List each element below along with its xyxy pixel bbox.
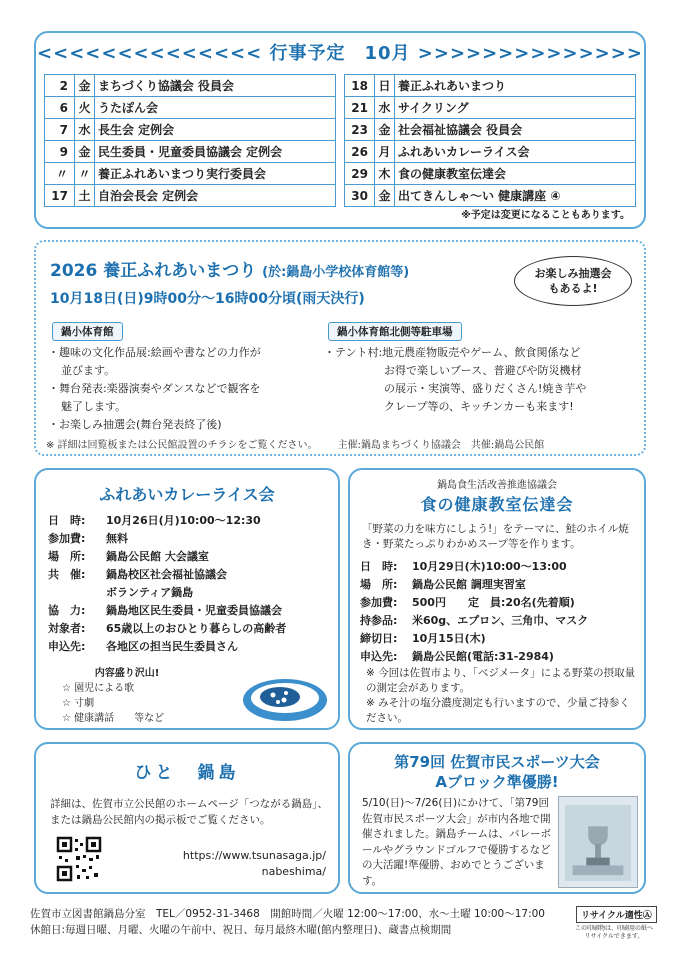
food-class-panel — [348, 468, 646, 730]
schedule-weekday: 水 — [75, 119, 95, 141]
curry-title: ふれあいカレーライス会 — [99, 485, 275, 504]
schedule-event: 長生会 定例会 — [95, 119, 336, 141]
detail-row — [48, 602, 338, 620]
list-item: ・趣味の文化作品展:絵画や書などの力作が — [48, 346, 261, 359]
schedule-event: 社会福祉協議会 役員会 — [395, 119, 636, 141]
food-details — [360, 558, 642, 666]
schedule-day: 〃 — [45, 163, 75, 185]
schedule-event: 養正ふれあいまつり実行委員会 — [95, 163, 336, 185]
list-item: 魅了します。 — [61, 400, 127, 413]
detail-value: 鍋島公民館 大会議室 — [106, 550, 209, 563]
detail-key: 共 催: — [48, 568, 86, 581]
schedule-weekday: 土 — [75, 185, 95, 207]
detail-key: 申込先: — [48, 640, 86, 653]
festival-panel — [34, 240, 646, 456]
bubble-line-1: お楽しみ抽選会 — [534, 267, 612, 280]
detail-row — [360, 558, 642, 576]
schedule-weekday: 水 — [375, 97, 395, 119]
content-title: 内容盛り沢山! — [94, 668, 160, 679]
schedule-event: ふれあいカレーライス会 — [395, 141, 636, 163]
sports-title-line-2: Aブロック準優勝! — [435, 773, 559, 791]
detail-row — [48, 512, 338, 530]
list-item: ・お楽しみ抽選会(舞台発表終了後) — [48, 418, 222, 431]
festival-footnote-text: ※ 詳細は回覧板または公民館設置のチラシをご覧ください。 — [46, 440, 318, 451]
food-notes — [366, 666, 636, 726]
detail-key: 日 時: — [360, 560, 398, 573]
curry-rice-illustration — [240, 670, 330, 724]
lottery-speech-bubble — [514, 256, 632, 306]
sports-title-line-1: 第79回 佐賀市民スポーツ大会 — [394, 753, 600, 771]
hito-text: 詳細は、佐賀市立公民館のホームページ「つながる鍋島」、または鍋島公民館内の掲示板でご覧ください。 — [50, 798, 329, 826]
schedule-day: 26 — [345, 141, 375, 163]
schedule-weekday: 金 — [75, 141, 95, 163]
schedule-row — [345, 75, 636, 97]
list-item: ・テント村:地元農産物販売やゲーム、飲食関係など — [324, 346, 581, 359]
schedule-title: <<<<<<<<<<<<<< 行事予定 10月 >>>>>>>>>>>>>> — [37, 43, 643, 64]
sports-panel — [348, 742, 646, 894]
detail-row — [360, 648, 642, 666]
detail-key: 対象者: — [48, 622, 86, 635]
curry-details — [48, 512, 338, 656]
detail-value: 無料 — [106, 532, 128, 545]
detail-row — [48, 548, 338, 566]
detail-value: 鍋島公民館(電話:31-2984) — [412, 650, 554, 663]
qr-code-icon[interactable] — [56, 836, 102, 882]
schedule-row — [45, 163, 336, 185]
schedule-day: 17 — [45, 185, 75, 207]
schedule-day: 21 — [345, 97, 375, 119]
footer-line-1: 佐賀市立図書館鍋島分室 TEL／0952-31-3468 開館時間／火曜 12:00～17:00、水～土曜 10:00～17:00 — [30, 908, 545, 920]
detail-value: 10月29日(木)10:00～13:00 — [412, 560, 567, 573]
schedule-table-left — [44, 74, 336, 207]
schedule-event: まちづくり協議会 役員会 — [95, 75, 336, 97]
schedule-panel — [34, 31, 646, 229]
schedule-row — [45, 75, 336, 97]
schedule-event: 自治会長会 定例会 — [95, 185, 336, 207]
curry-panel — [34, 468, 340, 730]
schedule-weekday: 金 — [375, 119, 395, 141]
schedule-event: 食の健康教室伝達会 — [395, 163, 636, 185]
detail-key: 場 所: — [48, 550, 86, 563]
schedule-row — [345, 97, 636, 119]
detail-value: 10月26日(月)10:00～12:30 — [106, 514, 261, 527]
food-description: 「野菜の力を味方にしよう!」をテーマに、鮭のホイル焼き・野菜たっぷりわかめスープ等を作ります。 — [362, 523, 629, 550]
schedule-day: 29 — [345, 163, 375, 185]
schedule-row — [45, 97, 336, 119]
schedule-row — [45, 141, 336, 163]
schedule-row — [345, 185, 636, 207]
schedule-day: 2 — [45, 75, 75, 97]
schedule-row — [45, 119, 336, 141]
detail-row — [48, 620, 338, 638]
schedule-event: 養正ふれあいまつり — [395, 75, 636, 97]
list-item: の展示・実演等、盛りだくさん!焼き芋や — [384, 382, 587, 395]
detail-row — [360, 576, 642, 594]
hito-title: ひと 鍋島 — [134, 763, 240, 783]
gym-list — [48, 344, 318, 434]
detail-key — [48, 584, 106, 602]
library-footer — [30, 906, 570, 938]
homepage-url[interactable] — [156, 848, 326, 880]
detail-value: 10月15日(木) — [412, 632, 486, 645]
detail-value: 鍋島地区民生委員・児童委員協議会 — [106, 604, 282, 617]
schedule-row — [345, 119, 636, 141]
detail-key: 協 力: — [48, 604, 86, 617]
detail-value: 鍋島校区社会福祉協議会 — [106, 568, 227, 581]
list-item: お得で楽しいブース、普避ぴや防災機材 — [384, 364, 582, 377]
food-note: ※ 今回は佐賀市より、「ベジメータ」による野菜の摂取量の測定会があります。 — [366, 667, 636, 694]
list-item: ☆ 寸劇 — [62, 698, 95, 709]
sports-title — [350, 752, 644, 792]
schedule-weekday: 〃 — [75, 163, 95, 185]
schedule-row — [345, 141, 636, 163]
trophy-photo — [558, 796, 638, 888]
detail-row — [48, 566, 338, 584]
detail-key: 場 所: — [360, 578, 398, 591]
festival-footnote — [46, 436, 544, 451]
detail-row — [48, 530, 338, 548]
parking-heading: 鍋小体育館北側等駐車場 — [328, 322, 462, 341]
detail-key: 日 時: — [48, 514, 86, 527]
festival-venue: (於:鍋島小学校体育館等) — [262, 265, 410, 280]
schedule-day: 9 — [45, 141, 75, 163]
schedule-day: 7 — [45, 119, 75, 141]
detail-key: 参加費: — [48, 532, 86, 545]
schedule-weekday: 火 — [75, 97, 95, 119]
food-note: ※ みそ汁の塩分濃度測定も行いますので、少量ご持参ください。 — [366, 697, 630, 724]
schedule-event: 出てきんしゃ～い 健康講座 ④ — [395, 185, 636, 207]
sports-text: 5/10(日)～7/26(日)にかけて、「第79回 佐賀市民スポーツ大会」が市内各地で開催されました。鍋島チームは、バレーボールやグラウンドゴルフで優勝するなどの大活躍!準優勝、おめでとうございます。 — [362, 797, 560, 887]
schedule-weekday: 木 — [375, 163, 395, 185]
recycle-note: この印刷物は、印刷用の紙へリサイクルできます。 — [574, 925, 653, 940]
gym-heading: 鍋小体育館 — [52, 322, 123, 341]
schedule-note: ※予定は変更になることもあります。 — [461, 210, 630, 221]
list-item: ☆ 園児による歌 — [62, 683, 135, 694]
schedule-day: 23 — [345, 119, 375, 141]
schedule-row — [45, 185, 336, 207]
detail-value: 65歳以上のおひとり暮らしの高齢者 — [106, 622, 287, 635]
schedule-weekday: 金 — [75, 75, 95, 97]
detail-row — [48, 584, 338, 602]
list-item: ・舞台発表:楽器演奏やダンスなどで観客を — [48, 382, 261, 395]
schedule-table-right — [344, 74, 636, 207]
schedule-event: サイクリング — [395, 97, 636, 119]
festival-title — [50, 256, 409, 281]
parking-list — [324, 344, 644, 416]
url-line-1[interactable]: https://www.tsunasaga.jp/ — [182, 849, 326, 862]
detail-row — [360, 594, 642, 612]
footer-line-2: 休館日:毎週日曜、月曜、火曜の午前中、祝日、毎月最終木曜(館内整理日)、蔵書点検期間 — [30, 924, 452, 936]
detail-value: 500円 定 員:20名(先着順) — [412, 596, 575, 609]
list-item: ☆ 健康講話 等など — [62, 713, 165, 724]
detail-value: 米60g、エプロン、三角巾、マスク — [412, 614, 589, 627]
list-item: クレープ等の、キッチンカーも来ます! — [384, 400, 574, 413]
recycle-mark: リサイクル適性Ⓐ — [576, 906, 657, 923]
schedule-weekday: 月 — [375, 141, 395, 163]
food-organizer: 鍋島食生活改善推進協議会 — [437, 480, 557, 491]
schedule-event: うたぽん会 — [95, 97, 336, 119]
schedule-day: 18 — [345, 75, 375, 97]
detail-row — [360, 630, 642, 648]
schedule-weekday: 金 — [375, 185, 395, 207]
detail-key: 申込先: — [360, 650, 398, 663]
detail-value: ボランティア鍋島 — [106, 586, 194, 599]
festival-organizer: 主催:鍋島まちづくり協議会 共催:鍋島公民館 — [337, 440, 545, 451]
hito-nabeshima-panel — [34, 742, 340, 894]
url-line-2[interactable]: nabeshima/ — [261, 865, 326, 878]
detail-key: 参加費: — [360, 596, 398, 609]
list-item: 並びます。 — [61, 364, 116, 377]
detail-row — [48, 638, 338, 656]
schedule-row — [345, 163, 636, 185]
food-title: 食の健康教室伝達会 — [420, 495, 574, 514]
schedule-event: 民生委員・児童委員協議会 定例会 — [95, 141, 336, 163]
detail-key: 持参品: — [360, 614, 398, 627]
schedule-day: 6 — [45, 97, 75, 119]
detail-key: 締切日: — [360, 632, 398, 645]
schedule-day: 30 — [345, 185, 375, 207]
detail-value: 各地区の担当民生委員さん — [106, 640, 238, 653]
festival-title-text: 2026 養正ふれあいまつり — [50, 261, 257, 281]
curry-content-list — [52, 666, 242, 724]
detail-row — [360, 612, 642, 630]
detail-value: 鍋島公民館 調理実習室 — [412, 578, 526, 591]
bubble-line-2: もあるよ! — [548, 282, 598, 295]
festival-date: 10月18日(日)9時00分～16時00分頃(雨天決行) — [50, 291, 365, 307]
schedule-weekday: 日 — [375, 75, 395, 97]
